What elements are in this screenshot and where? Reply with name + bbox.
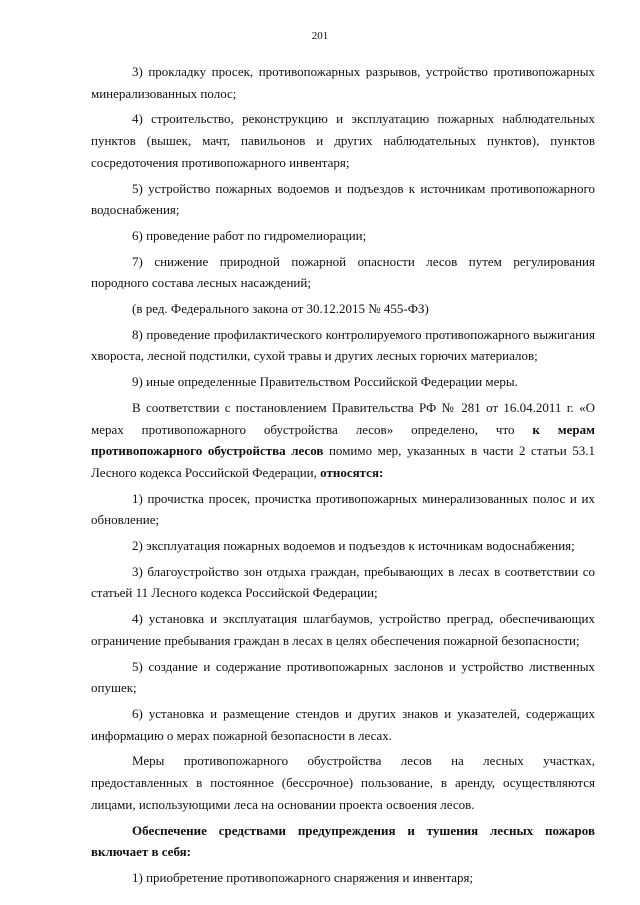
document-body bbox=[91, 61, 595, 889]
resolution-text-1: В соответствии с постановлением Правительства РФ № 281 от 16.04.2011 г. «О мерах противопожарного обустройства лесов» определено, что bbox=[91, 399, 595, 437]
measure-item-5: 5) создание и содержание противопожарных заслонов и устройство лиственных опушек; bbox=[91, 658, 595, 696]
paragraph-item-9: 9) иные определенные Правительством Российской Федерации меры. bbox=[132, 374, 518, 390]
page-number: 201 bbox=[311, 30, 329, 42]
measure-item-6: 6) установка и размещение стендов и других знаков и указателей, содержащих информацию о мерах пожарной безопасности в лесах. bbox=[91, 705, 595, 743]
paragraph-item-7: 7) снижение природной пожарной опасности лесов путем регулирования породного состава лесных насаждений; bbox=[91, 253, 595, 291]
section-heading-text: Обеспечение средствами предупреждения и тушения лесных пожаров включает в себя: bbox=[91, 822, 595, 860]
paragraph-item-5: 5) устройство пожарных водоемов и подъездов к источникам противопожарного водоснабжения; bbox=[91, 180, 595, 218]
resolution-paragraph bbox=[91, 397, 595, 484]
measure-item-3: 3) благоустройство зон отдыха граждан, пребывающих в лесах в соответствии со статьей 11 Лесного кодекса Российской Федерации; bbox=[91, 563, 595, 601]
measure-item-2: 2) эксплуатация пожарных водоемов и подъездов к источникам водоснабжения; bbox=[132, 538, 575, 554]
paragraph-item-3: 3) прокладку просек, противопожарных разрывов, устройство противопожарных минерализованных полос; bbox=[91, 64, 595, 101]
paragraph-item-4: 4) строительство, реконструкцию и эксплуатацию пожарных наблюдательных пунктов (вышек, мачт, павильонов и других наблюдательных пунктов), пунктов сосредоточения противопожарного инвентаря; bbox=[91, 111, 595, 170]
measure-item-4: 4) установка и эксплуатация шлагбаумов, устройство преград, обеспечивающих ограничение пребывания граждан в лесах в целях обеспечения пожарной безопасности; bbox=[91, 611, 595, 648]
measure-item-1: 1) прочистка просек, прочистка противопожарных минерализованных полос и их обновление; bbox=[91, 490, 595, 528]
supply-item-1: 1) приобретение противопожарного снаряжения и инвентаря; bbox=[132, 869, 474, 885]
resolution-text-2: помимо мер, указанных в части 2 статьи 53.1 Лесного кодекса Российской Федерации, bbox=[91, 443, 595, 480]
paragraph-item-6: 6) проведение работ по гидромелиорации; bbox=[132, 227, 367, 243]
amendment-note: (в ред. Федерального закона от 30.12.2015 № 455-ФЗ) bbox=[132, 301, 429, 317]
paragraph-item-8: 8) проведение профилактического контролируемого противопожарного выжигания хвороста, лесной подстилки, сухой травы и других лесных горючих материалов; bbox=[91, 326, 595, 364]
resolution-bold-1: к мерам противопожарного обустройства лесов bbox=[91, 421, 596, 459]
lease-paragraph: Меры противопожарного обустройства лесов на лесных участках, предоставленных в постоянное (бессрочное) пользование, в аренду, осуществляются лицами, использующими леса на основании проекта освоения лесов. bbox=[91, 753, 595, 812]
section-heading bbox=[91, 820, 595, 863]
resolution-bold-2: относятся: bbox=[320, 464, 384, 480]
